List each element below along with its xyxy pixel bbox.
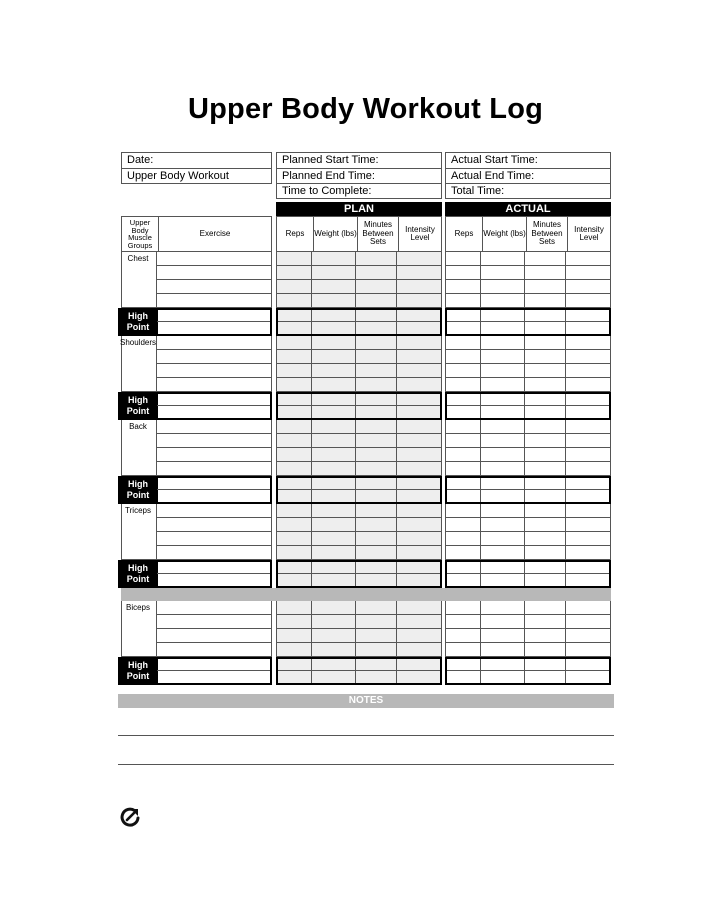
col-header-groups: Upper Body Muscle Groups [127, 218, 153, 250]
actual-cell[interactable] [481, 448, 525, 462]
high-point-box-actual [445, 657, 611, 685]
actual-col-weight: Weight (lbs) [482, 217, 526, 251]
plan-col-weight: Weight (lbs) [313, 217, 357, 251]
high-point-box-left [118, 476, 272, 504]
high-point-box-actual [445, 476, 611, 504]
actual-cell[interactable] [445, 615, 481, 629]
high-point-box-left [118, 657, 272, 685]
high-point-label: High Point [118, 476, 158, 504]
high-point-box-plan [276, 308, 442, 336]
plan-cell[interactable] [356, 252, 397, 266]
actual-cell[interactable] [445, 601, 481, 615]
actual-cell[interactable] [566, 420, 611, 434]
actual-cell[interactable] [566, 629, 611, 643]
plan-cell[interactable] [356, 532, 397, 546]
actual-start-field[interactable]: Actual Start Time: [451, 154, 538, 166]
plan-cell[interactable] [312, 350, 356, 364]
plan-cell[interactable] [356, 266, 397, 280]
plan-cell[interactable] [276, 420, 312, 434]
actual-cell[interactable] [481, 518, 525, 532]
plan-cell[interactable] [397, 378, 442, 392]
notes-header: NOTES [118, 694, 614, 708]
plan-cell[interactable] [356, 448, 397, 462]
page-title: Upper Body Workout Log [187, 93, 544, 125]
actual-cell[interactable] [566, 532, 611, 546]
actual-cell[interactable] [481, 280, 525, 294]
plan-cell[interactable] [397, 294, 442, 308]
actual-cell[interactable] [481, 378, 525, 392]
high-point-box-plan [276, 657, 442, 685]
plan-cell[interactable] [312, 420, 356, 434]
actual-cell[interactable] [481, 532, 525, 546]
high-point-box-left [118, 392, 272, 420]
plan-cell[interactable] [397, 420, 442, 434]
actual-cell[interactable] [566, 615, 611, 629]
high-point-box-left [118, 308, 272, 336]
actual-cell[interactable] [481, 294, 525, 308]
plan-cell[interactable] [276, 266, 312, 280]
exercise-cell[interactable] [157, 615, 272, 629]
plan-cell[interactable] [356, 420, 397, 434]
actual-col-minutes: Minutes Between Sets [526, 217, 567, 251]
high-point-label: High Point [118, 657, 158, 685]
plan-cell[interactable] [356, 378, 397, 392]
actual-cell[interactable] [566, 266, 611, 280]
actual-cell[interactable] [525, 336, 566, 350]
plan-cell[interactable] [397, 518, 442, 532]
exercise-cell[interactable] [157, 350, 272, 364]
actual-cell[interactable] [566, 601, 611, 615]
plan-cell[interactable] [397, 615, 442, 629]
plan-cell[interactable] [312, 280, 356, 294]
actual-cell[interactable] [566, 378, 611, 392]
muscle-group-label-biceps: Biceps [125, 603, 150, 612]
actual-cell[interactable] [525, 448, 566, 462]
actual-cell[interactable] [566, 294, 611, 308]
actual-cell[interactable] [445, 448, 481, 462]
actual-cell[interactable] [481, 266, 525, 280]
plan-cell[interactable] [397, 462, 442, 476]
actual-cell[interactable] [566, 252, 611, 266]
refresh-icon [119, 806, 141, 828]
actual-cell[interactable] [445, 280, 481, 294]
header-info-box [121, 152, 272, 184]
actual-cell[interactable] [525, 294, 566, 308]
actual-cell[interactable] [525, 532, 566, 546]
plan-cell[interactable] [276, 504, 312, 518]
muscle-group-label-back: Back [129, 422, 147, 431]
plan-cell[interactable] [276, 448, 312, 462]
plan-cell[interactable] [312, 364, 356, 378]
exercise-cell[interactable] [157, 252, 272, 266]
plan-cell[interactable] [397, 266, 442, 280]
notes-line[interactable] [118, 735, 614, 736]
plan-cell[interactable] [312, 546, 356, 560]
high-point-label: High Point [118, 308, 158, 336]
actual-cell[interactable] [525, 420, 566, 434]
plan-cell[interactable] [312, 504, 356, 518]
plan-cell[interactable] [312, 266, 356, 280]
actual-cell[interactable] [525, 378, 566, 392]
exercise-cell[interactable] [157, 294, 272, 308]
actual-cell[interactable] [525, 629, 566, 643]
plan-cell[interactable] [312, 462, 356, 476]
workout-name-field[interactable]: Upper Body Workout [122, 168, 271, 183]
plan-cell[interactable] [397, 252, 442, 266]
planned-start-field[interactable]: Planned Start Time: [282, 154, 379, 166]
actual-cell[interactable] [445, 546, 481, 560]
high-point-box-actual [445, 560, 611, 588]
plan-cell[interactable] [356, 615, 397, 629]
plan-cell[interactable] [312, 518, 356, 532]
plan-cell[interactable] [312, 434, 356, 448]
exercise-cell[interactable] [157, 336, 272, 350]
actual-cell[interactable] [481, 336, 525, 350]
actual-cell[interactable] [445, 518, 481, 532]
actual-cell[interactable] [566, 350, 611, 364]
plan-cell[interactable] [397, 448, 442, 462]
actual-cell[interactable] [481, 434, 525, 448]
plan-cell[interactable] [397, 336, 442, 350]
header-actual-box [445, 152, 611, 199]
actual-cell[interactable] [445, 350, 481, 364]
plan-cell[interactable] [356, 462, 397, 476]
date-field[interactable]: Date: [127, 154, 154, 166]
high-point-box-plan [276, 392, 442, 420]
plan-col-reps: Reps [285, 228, 305, 238]
plan-cell[interactable] [276, 350, 312, 364]
actual-cell[interactable] [445, 294, 481, 308]
actual-cell[interactable] [481, 364, 525, 378]
plan-cell[interactable] [276, 462, 312, 476]
exercise-cell[interactable] [157, 448, 272, 462]
plan-cell[interactable] [312, 643, 356, 657]
actual-cell[interactable] [566, 434, 611, 448]
plan-section-header: PLAN [276, 202, 442, 216]
actual-cell[interactable] [525, 462, 566, 476]
actual-cell[interactable] [445, 643, 481, 657]
section-divider [121, 588, 611, 601]
high-point-label: High Point [118, 560, 158, 588]
actual-cell[interactable] [445, 462, 481, 476]
high-point-box-plan [276, 476, 442, 504]
exercise-cell[interactable] [157, 280, 272, 294]
plan-cell[interactable] [276, 518, 312, 532]
plan-cell[interactable] [356, 336, 397, 350]
actual-cell[interactable] [481, 643, 525, 657]
high-point-box-left [118, 560, 272, 588]
plan-cell[interactable] [276, 336, 312, 350]
exercise-cell[interactable] [157, 532, 272, 546]
high-point-box-actual [445, 308, 611, 336]
total-time-field[interactable]: Total Time: [446, 183, 610, 198]
plan-cell[interactable] [397, 532, 442, 546]
plan-cell[interactable] [312, 378, 356, 392]
actual-cell[interactable] [481, 601, 525, 615]
exercise-cell[interactable] [157, 420, 272, 434]
actual-cell[interactable] [525, 350, 566, 364]
exercise-cell[interactable] [157, 629, 272, 643]
plan-cell[interactable] [276, 532, 312, 546]
plan-cell[interactable] [397, 546, 442, 560]
plan-col-minutes: Minutes Between Sets [357, 217, 398, 251]
actual-cell[interactable] [525, 434, 566, 448]
exercise-cell[interactable] [157, 546, 272, 560]
plan-cell[interactable] [276, 643, 312, 657]
actual-cell[interactable] [481, 629, 525, 643]
actual-cell[interactable] [445, 629, 481, 643]
actual-cell[interactable] [525, 504, 566, 518]
plan-cell[interactable] [397, 601, 442, 615]
plan-cell[interactable] [397, 364, 442, 378]
plan-cell[interactable] [397, 434, 442, 448]
plan-cell[interactable] [312, 336, 356, 350]
plan-cell[interactable] [276, 280, 312, 294]
actual-cell[interactable] [481, 546, 525, 560]
actual-cell[interactable] [481, 252, 525, 266]
left-column-headers [121, 216, 272, 252]
actual-cell[interactable] [445, 532, 481, 546]
plan-cell[interactable] [276, 615, 312, 629]
exercise-cell[interactable] [157, 434, 272, 448]
actual-cell[interactable] [566, 364, 611, 378]
plan-cell[interactable] [397, 643, 442, 657]
plan-cell[interactable] [397, 504, 442, 518]
actual-section-header: ACTUAL [445, 202, 611, 216]
actual-col-intensity: Intensity Level [567, 217, 610, 251]
actual-cell[interactable] [525, 518, 566, 532]
actual-cell[interactable] [445, 364, 481, 378]
actual-cell[interactable] [566, 518, 611, 532]
plan-cell[interactable] [397, 280, 442, 294]
plan-cell[interactable] [312, 629, 356, 643]
exercise-cell[interactable] [157, 266, 272, 280]
plan-cell[interactable] [356, 364, 397, 378]
actual-col-reps: Reps [454, 228, 474, 238]
plan-cell[interactable] [276, 252, 312, 266]
plan-cell[interactable] [312, 294, 356, 308]
plan-cell[interactable] [356, 518, 397, 532]
high-point-box-plan [276, 560, 442, 588]
actual-cell[interactable] [525, 643, 566, 657]
plan-cell[interactable] [276, 294, 312, 308]
actual-cell[interactable] [525, 615, 566, 629]
muscle-group-label-triceps: Triceps [125, 506, 151, 515]
actual-cell[interactable] [481, 420, 525, 434]
actual-cell[interactable] [525, 252, 566, 266]
plan-cell[interactable] [397, 629, 442, 643]
actual-cell[interactable] [481, 504, 525, 518]
actual-cell[interactable] [481, 462, 525, 476]
actual-cell[interactable] [566, 336, 611, 350]
plan-cell[interactable] [276, 546, 312, 560]
plan-cell[interactable] [276, 601, 312, 615]
col-header-exercise: Exercise [158, 217, 271, 251]
actual-cell[interactable] [566, 643, 611, 657]
actual-cell[interactable] [445, 434, 481, 448]
actual-cell[interactable] [445, 336, 481, 350]
exercise-cell[interactable] [157, 462, 272, 476]
plan-cell[interactable] [397, 350, 442, 364]
exercise-cell[interactable] [157, 364, 272, 378]
header-plan-box [276, 152, 442, 199]
plan-cell[interactable] [312, 615, 356, 629]
actual-cell[interactable] [481, 615, 525, 629]
plan-col-intensity: Intensity Level [398, 217, 441, 251]
plan-cell[interactable] [356, 643, 397, 657]
actual-cell[interactable] [525, 546, 566, 560]
plan-cell[interactable] [356, 504, 397, 518]
plan-column-headers [276, 216, 442, 252]
high-point-label: High Point [118, 392, 158, 420]
actual-cell[interactable] [566, 280, 611, 294]
plan-cell[interactable] [356, 350, 397, 364]
muscle-group-label-chest: Chest [127, 254, 149, 263]
plan-cell[interactable] [276, 629, 312, 643]
plan-cell[interactable] [276, 364, 312, 378]
actual-end-field[interactable]: Actual End Time: [446, 168, 610, 183]
muscle-group-label-shoulders: Shoulders [119, 338, 157, 347]
plan-cell[interactable] [276, 378, 312, 392]
notes-line[interactable] [118, 764, 614, 765]
actual-cell[interactable] [566, 546, 611, 560]
exercise-cell[interactable] [157, 378, 272, 392]
plan-cell[interactable] [356, 601, 397, 615]
actual-cell[interactable] [445, 504, 481, 518]
plan-cell[interactable] [356, 280, 397, 294]
actual-cell[interactable] [525, 601, 566, 615]
actual-cell[interactable] [525, 280, 566, 294]
exercise-cell[interactable] [157, 518, 272, 532]
actual-cell[interactable] [445, 252, 481, 266]
exercise-cell[interactable] [157, 504, 272, 518]
plan-cell[interactable] [312, 601, 356, 615]
plan-cell[interactable] [356, 294, 397, 308]
plan-cell[interactable] [312, 252, 356, 266]
actual-cell[interactable] [525, 266, 566, 280]
plan-cell[interactable] [312, 532, 356, 546]
plan-cell[interactable] [356, 629, 397, 643]
actual-cell[interactable] [566, 504, 611, 518]
plan-cell[interactable] [356, 546, 397, 560]
actual-cell[interactable] [566, 448, 611, 462]
plan-cell[interactable] [276, 434, 312, 448]
planned-end-field[interactable]: Planned End Time: [277, 168, 441, 183]
exercise-cell[interactable] [157, 643, 272, 657]
plan-cell[interactable] [356, 434, 397, 448]
time-to-complete-field[interactable]: Time to Complete: [277, 183, 441, 198]
actual-cell[interactable] [445, 420, 481, 434]
actual-cell[interactable] [566, 462, 611, 476]
actual-column-headers [445, 216, 611, 252]
exercise-cell[interactable] [157, 601, 272, 615]
actual-cell[interactable] [525, 364, 566, 378]
actual-cell[interactable] [445, 266, 481, 280]
actual-cell[interactable] [481, 350, 525, 364]
plan-cell[interactable] [312, 448, 356, 462]
actual-cell[interactable] [445, 378, 481, 392]
high-point-box-actual [445, 392, 611, 420]
